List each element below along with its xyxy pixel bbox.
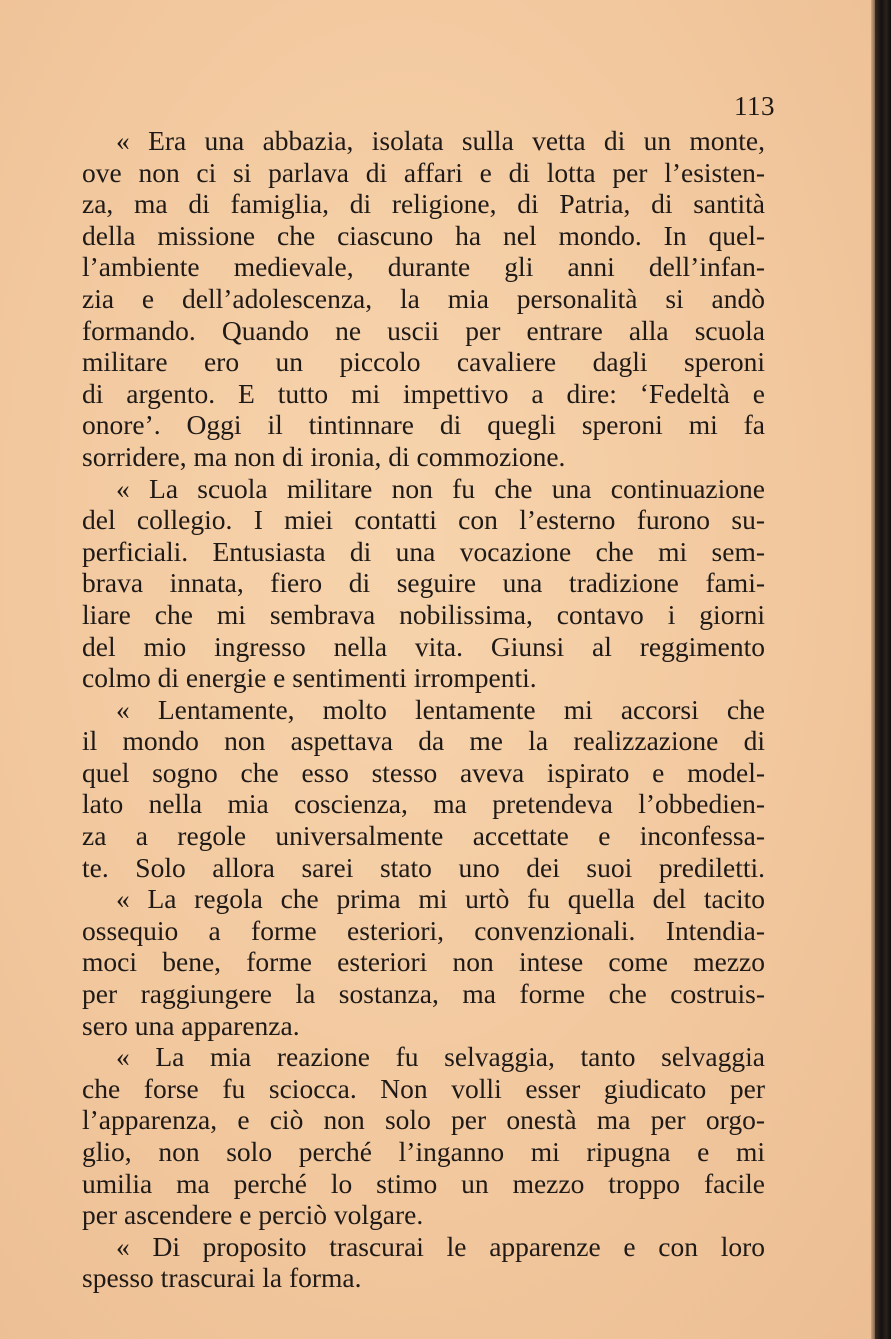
text-line: « Di proposito trascurai le apparenze e con loro [116, 1230, 765, 1262]
text-line: « Lentamente, molto lentamente mi accorsi che [116, 693, 765, 725]
text-line: moci bene, forme esteriori non intese come mezzo [82, 946, 765, 978]
text-line: del mio ingresso nella vita. Giunsi al reggimento [82, 630, 765, 662]
text-line: colmo di energie e sentimenti irrompenti. [82, 662, 537, 694]
text-line: lato nella mia coscienza, ma pretendeva l’obbedien- [82, 788, 765, 820]
text-line: « La mia reazione fu selvaggia, tanto selvaggia [116, 1041, 765, 1073]
text-line: glio, non solo perché l’inganno mi ripugna e mi [82, 1136, 765, 1167]
text-line: di argento. E tutto mi impettivo a dire: ‘Fedeltà e [82, 377, 765, 409]
text-line: l’ambiente medievale, durante gli anni dell’infan- [82, 251, 765, 283]
text-line: che forse fu sciocca. Non volli esser giudicato per [82, 1072, 765, 1104]
text-line: l’apparenza, e ciò non solo per onestà ma per orgo- [82, 1104, 765, 1136]
text-line: formando. Quando ne uscii per entrare alla scuola [82, 314, 765, 346]
text-line: sero una apparenza. [82, 1009, 300, 1041]
text-line: del collegio. I miei contatti con l’esterno furono su- [82, 504, 765, 536]
text-line: brava innata, fiero di seguire una tradizione fami- [82, 567, 765, 599]
book-spine-edge [875, 0, 891, 1339]
text-line: per ascendere e perciò volgare. [82, 1199, 424, 1231]
body-text [82, 125, 765, 1294]
text-line: per raggiungere la sostanza, ma forme che costruis- [82, 978, 765, 1010]
text-line: spesso trascurai la forma. [82, 1262, 362, 1294]
text-line: liare che mi sembrava nobilissima, contavo i giorni [82, 598, 765, 630]
page-number: 113 [734, 91, 775, 121]
text-line: « Era una abbazia, isolata sulla vetta di un monte, [116, 125, 765, 156]
text-line: della missione che ciascuno ha nel mondo. In quel- [82, 219, 765, 251]
text-line: te. Solo allora sarei stato uno dei suoi prediletti. [82, 851, 765, 883]
text-line: umilia ma perché lo stimo un mezzo troppo facile [82, 1167, 765, 1199]
text-line: zia e dell’adolescenza, la mia personalità si andò [82, 282, 765, 314]
text-line: za a regole universalmente accettate e inconfessa- [82, 820, 765, 852]
text-line: ossequio a forme esteriori, convenzionali. Intendia- [82, 914, 765, 946]
text-line: il mondo non aspettava da me la realizzazione di [82, 725, 765, 757]
text-line: onore’. Oggi il tintinnare di quegli speroni mi fa [82, 409, 765, 441]
text-line: za, ma di famiglia, di religione, di Patria, di santità [82, 188, 765, 220]
text-line: militare ero un piccolo cavaliere dagli speroni [82, 346, 765, 378]
text-line: quel sogno che esso stesso aveva ispirato e model- [82, 756, 765, 788]
text-line: sorridere, ma non di ironia, di commozione. [82, 440, 566, 472]
text-line: ove non ci si parlava di affari e di lotta per l’esisten- [82, 156, 765, 188]
text-line: « La regola che prima mi urtò fu quella del tacito [116, 883, 765, 915]
text-line: perficiali. Entusiasta di una vocazione che mi sem- [82, 535, 765, 567]
text-line: « La scuola militare non fu che una continuazione [116, 472, 765, 504]
